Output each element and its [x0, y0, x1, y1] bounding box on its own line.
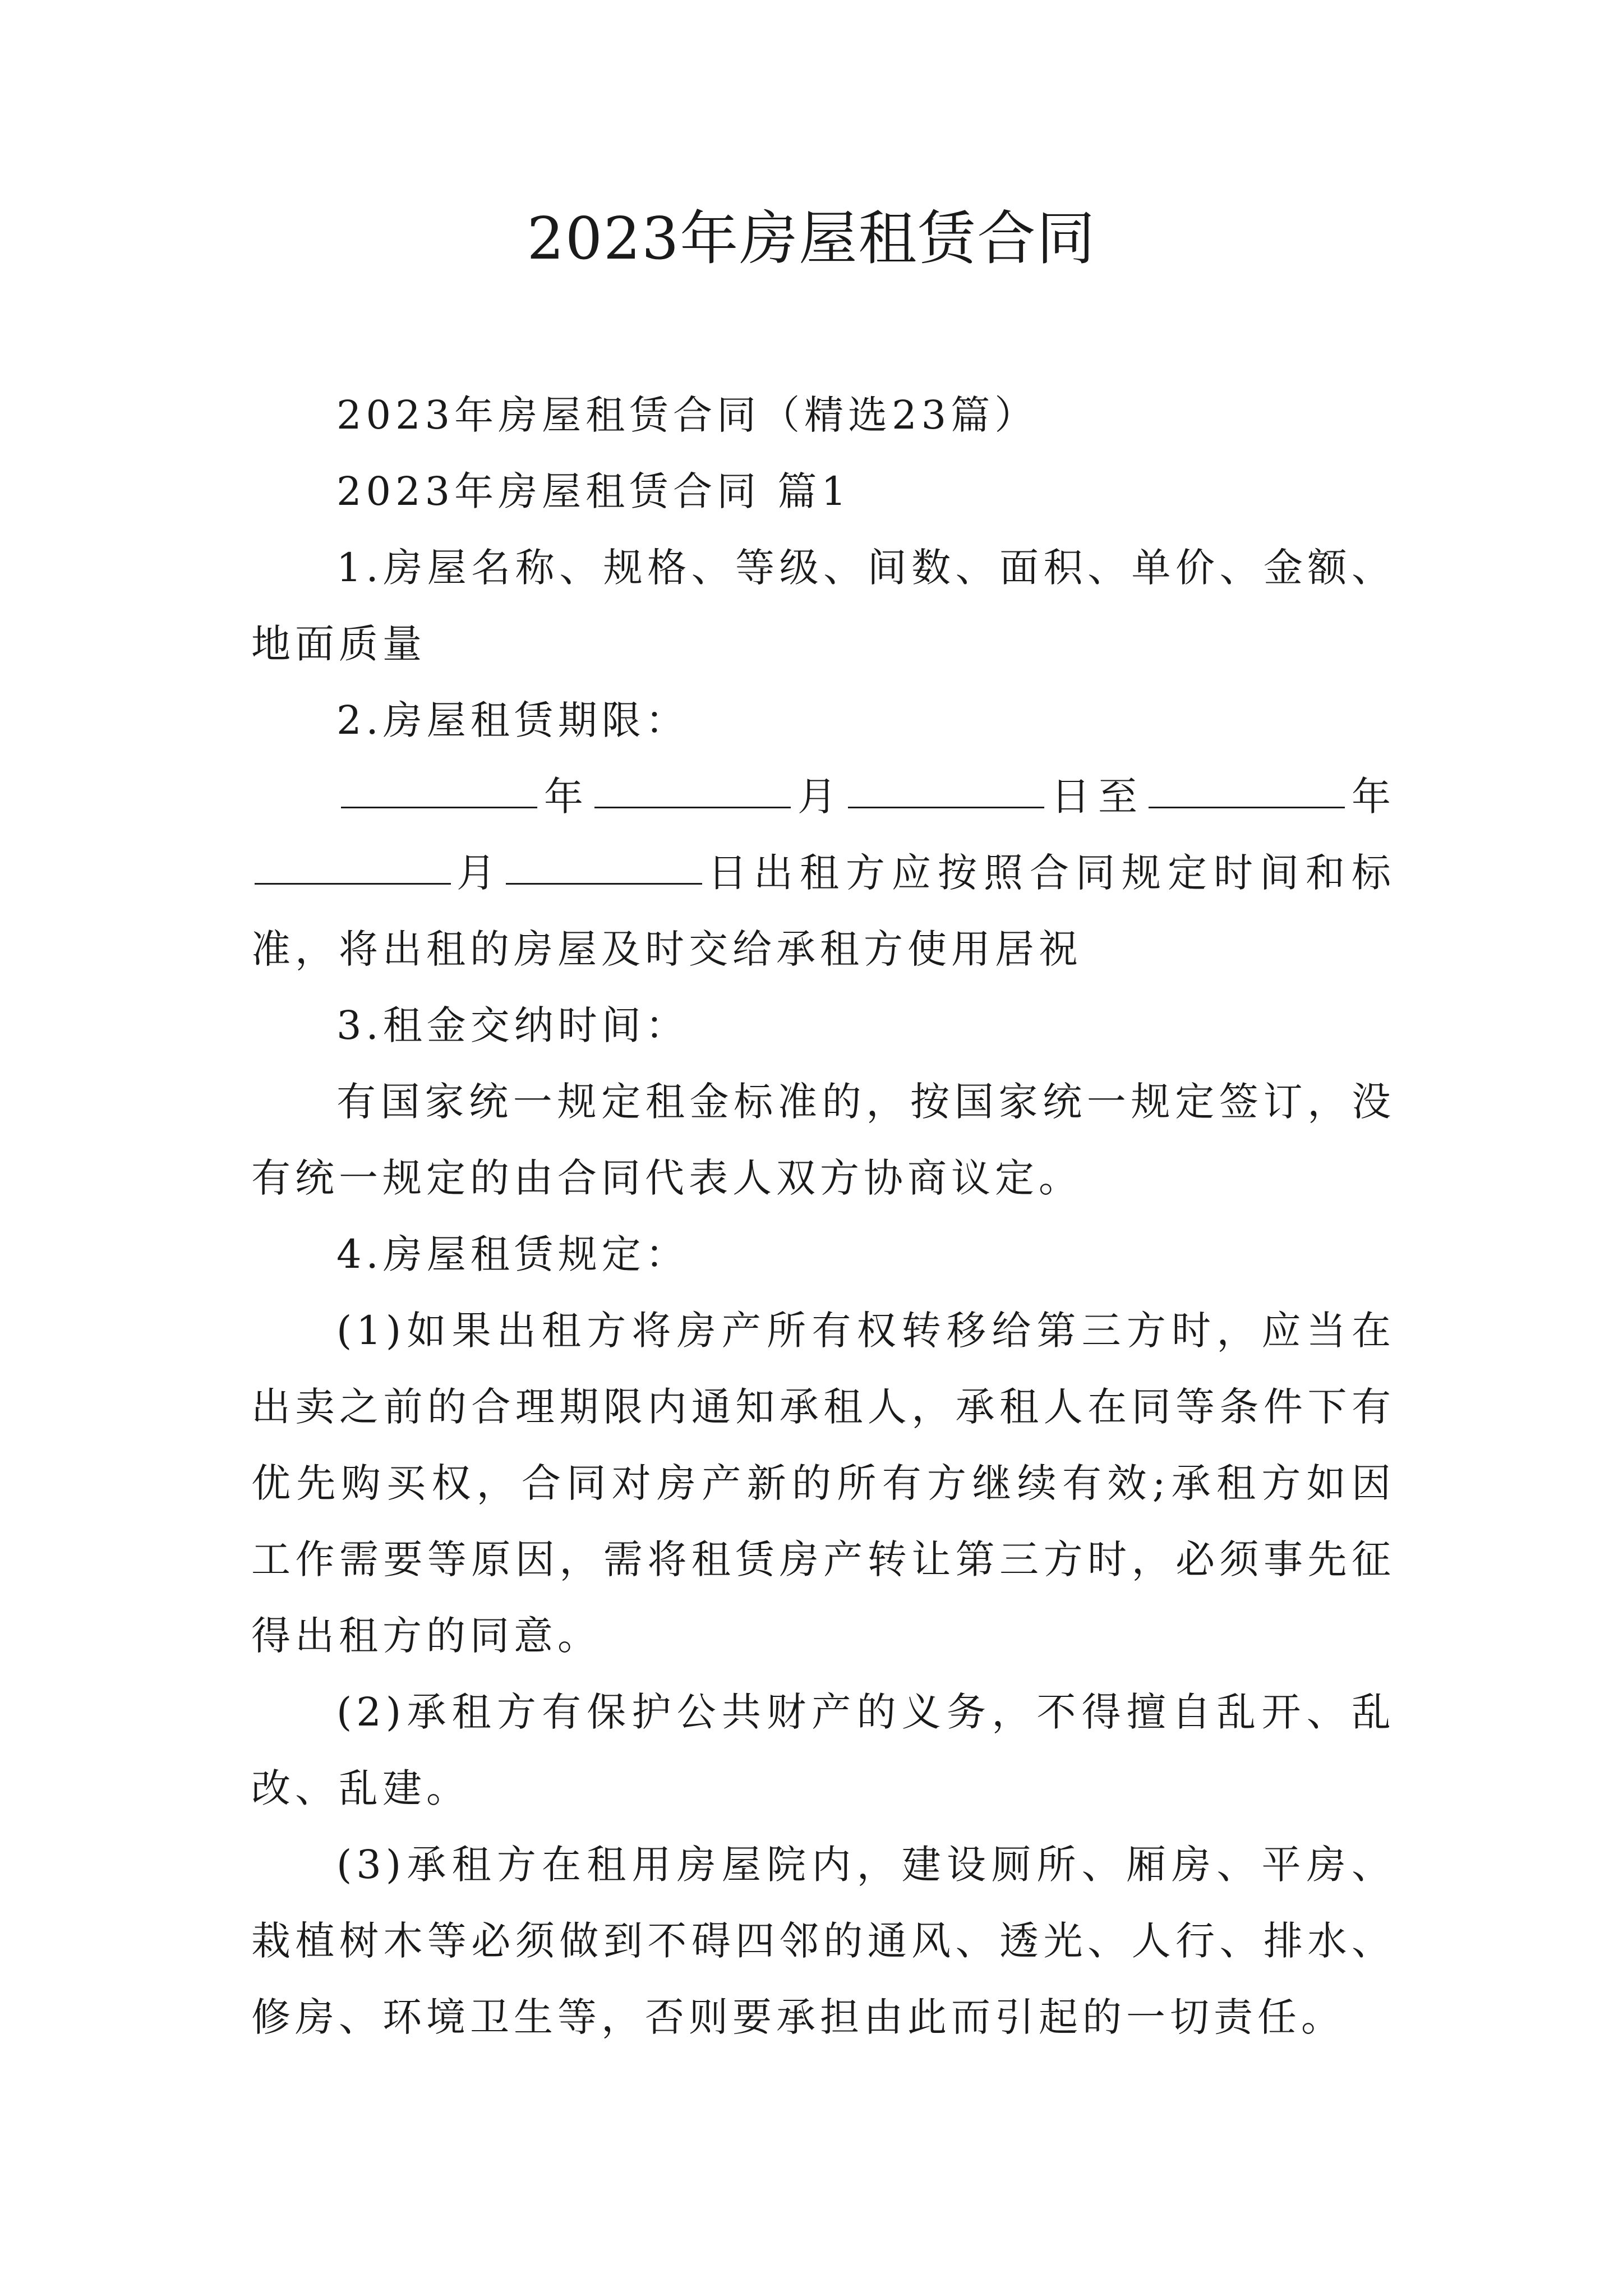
- clause-4-item-3: (3)承租方在租用房屋院内，建设厕所、厢房、平房、栽植树木等必须做到不碍四邻的通风、透光、人行、排水、修房、环境卫生等，否则要承担由此而引起的一切责任。: [251, 1842, 1395, 2040]
- unit-year-2: 年: [1348, 774, 1395, 820]
- clause-4-title: 4.房屋租赁规定：: [336, 1231, 689, 1277]
- document-title: 2023年房屋租赁合同: [527, 204, 1096, 273]
- blank-end-month[interactable]: [255, 883, 451, 885]
- clause-4-item-2: (2)承租方有保护公共财产的义务，不得擅自乱开、乱改、乱建。: [251, 1689, 1395, 1811]
- clause-3-text: 有国家统一规定租金标准的，按国家统一规定签订，没有统一规定的由合同代表人双方协商议定。: [251, 1079, 1395, 1201]
- blank-start-year[interactable]: [341, 807, 537, 808]
- unit-day-to: 日至: [1048, 774, 1145, 820]
- document-body: [251, 377, 1395, 2055]
- blank-end-day[interactable]: [506, 883, 702, 885]
- clause-4-item-1: (1)如果出租方将房产所有权转移给第三方时，应当在出卖之前的合理期限内通知承租人，承租人在同等条件下有优先购买权，合同对房产新的所有方继续有效;承租方如因工作需要等原因，需将租赁房产转让第三方时，必须事先征得出租方的同意。: [251, 1308, 1395, 1659]
- clause-3-title: 3.租金交纳时间：: [336, 1002, 689, 1048]
- clause-2-term-line: [251, 758, 1395, 987]
- blank-start-month[interactable]: [594, 807, 791, 808]
- unit-year: 年: [541, 774, 591, 820]
- unit-month-2: 月: [454, 850, 502, 896]
- blank-start-day[interactable]: [848, 807, 1044, 808]
- unit-month: 月: [794, 774, 845, 820]
- clause-2-title: 2.房屋租赁期限：: [336, 697, 689, 743]
- article-heading: 2023年房屋租赁合同 篇1: [336, 468, 851, 514]
- blank-end-year[interactable]: [1149, 807, 1345, 808]
- subtitle: 2023年房屋租赁合同（精选23篇）: [336, 392, 1039, 438]
- clause-1: 1.房屋名称、规格、等级、间数、面积、单价、金额、地面质量: [251, 545, 1395, 667]
- clause-2-tail: 日出租方应按照合同规定时间和标准，将出租的房屋及时交给承租方使用居祝: [251, 850, 1395, 972]
